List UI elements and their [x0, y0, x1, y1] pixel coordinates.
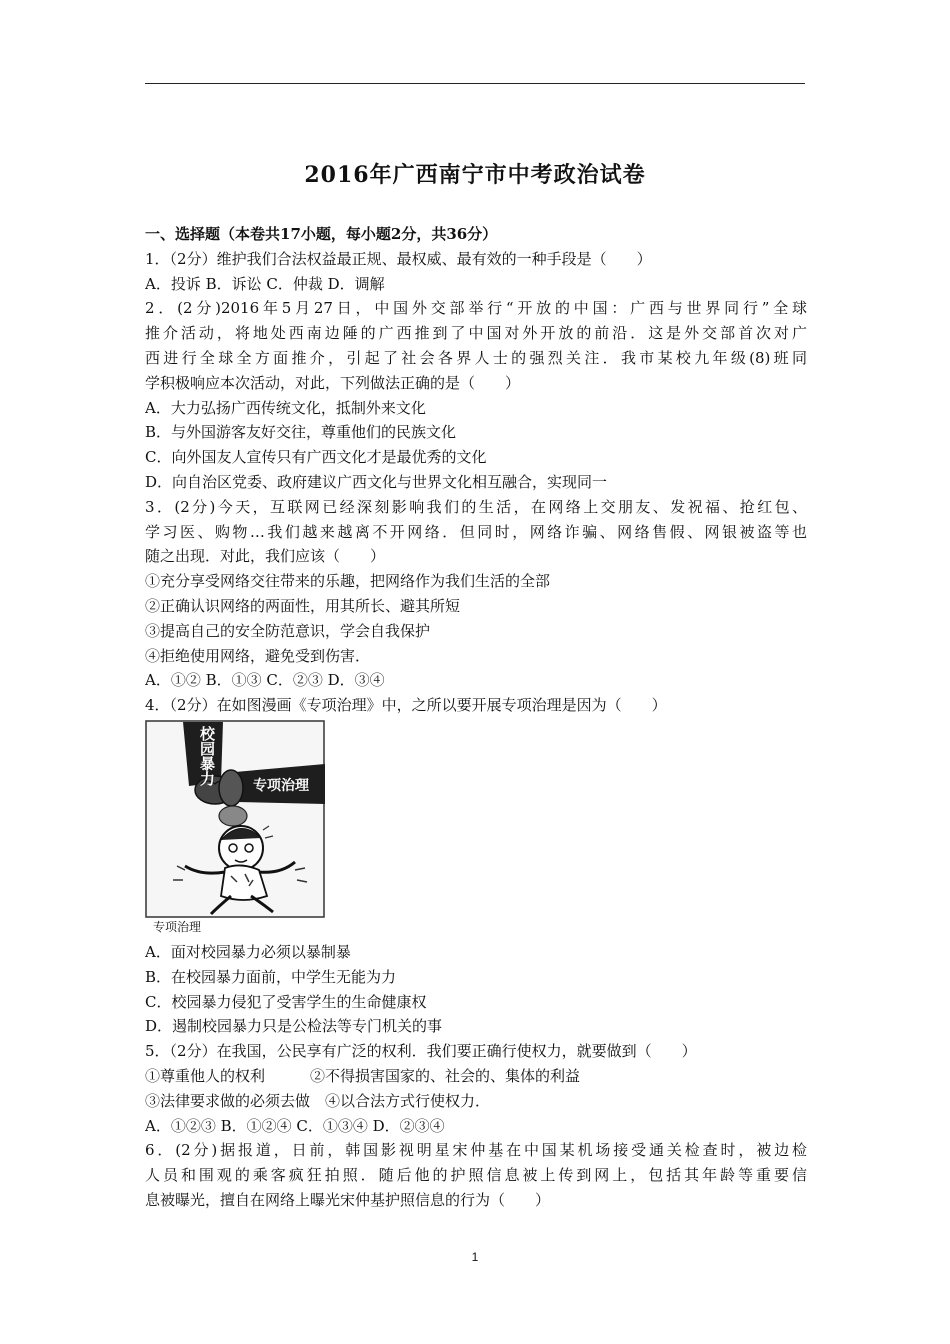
arm-label: 校园暴力	[198, 725, 216, 786]
fist-label: 专项治理	[253, 777, 309, 794]
question-block-1-4	[145, 247, 807, 718]
text-line: B．与外国游客友好交往，尊重他们的民族文化	[145, 423, 457, 442]
text-line: 5．（2分）在我国，公民享有广泛的权利．我们要正确行使权力，就要做到（ ）	[145, 1042, 697, 1061]
text-line: A．①② B．①③ C．②③ D．③④	[145, 671, 385, 690]
text-line: C．校园暴力侵犯了受害学生的生命健康权	[145, 992, 427, 1011]
section-heading: 一、选择题（本卷共17小题，每小题2分，共36分）	[145, 225, 498, 243]
text-line: A．投诉 B．诉讼 C．仲裁 D．调解	[145, 274, 385, 293]
text-line: 推介活动，将地处西南边陲的广西推到了中国对外开放的前沿．这是外交部首次对广	[145, 324, 807, 343]
figure-caption: 专项治理	[153, 919, 202, 934]
text-line: 2．(2分)2016年5月27日，中国外交部举行“开放的中国：广西与世界同行”全球	[145, 299, 807, 318]
text-line: 1．（2分）维护我们合法权益最正规、最权威、最有效的一种手段是（ ）	[145, 249, 652, 268]
text-line: A．面对校园暴力必须以暴制暴	[145, 942, 351, 961]
text-line: ①尊重他人的权利 ②不得损害国家的、社会的、集体的利益	[145, 1066, 581, 1085]
text-line: A．①②③ B．①②④ C．①③④ D．②③④	[145, 1116, 445, 1135]
text-line: ④拒绝使用网络，避免受到伤害．	[145, 646, 371, 665]
text-line: D．遏制校园暴力只是公检法等专门机关的事	[145, 1017, 443, 1036]
text-line: ③法律要求做的必须去做 ④以合法方式行使权力．	[145, 1091, 491, 1110]
text-line: 4．（2分）在如图漫画《专项治理》中，之所以要开展专项治理是因为（ ）	[145, 696, 667, 715]
text-line: ③提高自己的安全防范意识，学会自我保护	[145, 621, 431, 640]
page-number: 1	[471, 1250, 479, 1264]
text-line: ②正确认识网络的两面性，用其所长、避其所短	[145, 596, 461, 615]
cartoon-figure	[145, 720, 327, 936]
header-rule	[145, 83, 805, 84]
text-line: 随之出现．对此，我们应该（ ）	[145, 547, 386, 566]
text-line: D．向自治区党委、政府建议广西文化与世界文化相互融合，实现同一	[145, 472, 608, 491]
question-block-4-6	[145, 940, 807, 1213]
text-line: C．向外国友人宣传只有广西文化才是最优秀的文化	[145, 448, 487, 467]
text-line: 学习医、购物…我们越来越离不开网络．但同时，网络诈骗、网络售假、网银被盗等也	[145, 522, 807, 541]
document-body	[145, 222, 807, 1213]
text-line: 6．(2分)据报道，日前，韩国影视明星宋仲基在中国某机场接受通关检查时，被边检	[145, 1141, 807, 1160]
text-line: A．大力弘扬广西传统文化，抵制外来文化	[145, 398, 426, 417]
text-line: 息被曝光，擅自在网络上曝光宋仲基护照信息的行为（ ）	[145, 1190, 551, 1209]
cartoon-illustration	[145, 720, 327, 936]
text-line: 学积极响应本次活动，对此，下列做法正确的是（ ）	[145, 373, 521, 392]
text-line: B．在校园暴力面前，中学生无能为力	[145, 967, 397, 986]
text-line: 人员和围观的乘客疯狂拍照．随后他的护照信息被上传到网上，包括其年龄等重要信	[145, 1166, 807, 1185]
text-line: ①充分享受网络交往带来的乐趣，把网络作为我们生活的全部	[145, 572, 551, 591]
text-line: 3．(2分)今天，互联网已经深刻影响我们的生活，在网络上交朋友、发祝福、抢红包、	[145, 497, 807, 516]
page-title: 2016年广西南宁市中考政治试卷	[304, 162, 646, 188]
text-line: 西进行全球全方面推介，引起了社会各界人士的强烈关注．我市某校九年级(8)班同	[145, 348, 807, 367]
